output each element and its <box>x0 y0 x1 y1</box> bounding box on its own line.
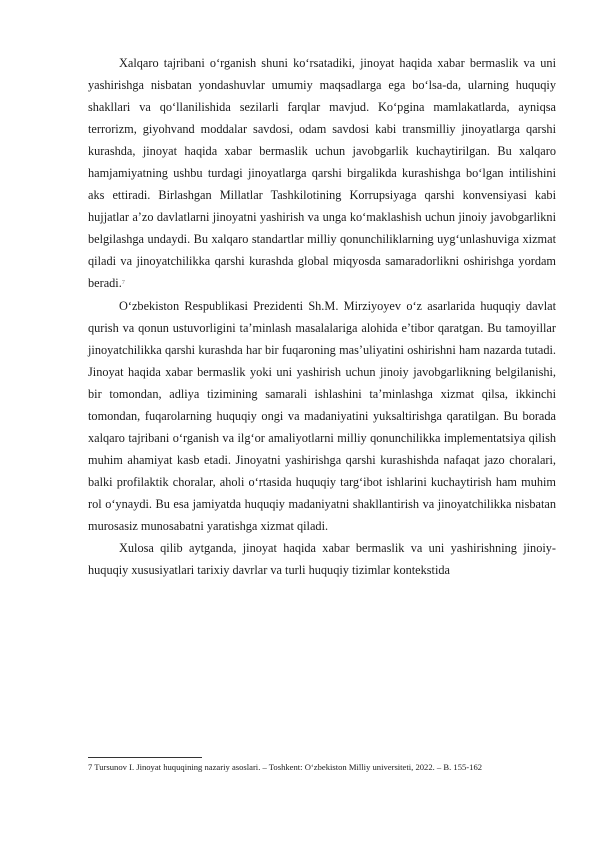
footnote-separator <box>88 757 202 758</box>
page-body <box>88 52 556 581</box>
footnote <box>88 760 556 775</box>
paragraph-3-text: Xulosa qilib aytganda, jinoyat haqida xabar bermaslik va uni yashirishning jinoiy-huquqiy xususiyatlari tarixiy davrlar va turli huquqiy tizimlar kontekstida <box>88 541 556 578</box>
footnote-text: 7 Tursunov I. Jinoyat huquqining nazariy asoslari. – Toshkent: O‘zbekiston Milliy universiteti, 2022. – B. 155-162 <box>88 762 483 772</box>
paragraph-1-text: Xalqaro tajribani o‘rganish shuni ko‘rsatadiki, jinoyat haqida xabar bermaslik va uni yashirishga nisbatan yondashuvlar umumiy maqsadlarga ega bo‘lsa-da, ularning huquqiy shakllari va qo‘llanilishida sezilarli farqlar mavjud. Ko‘pgina mamlakatlarda, ayniqsa terrorizm, giyohvand moddalar savdosi, odam savdosi kabi transmilliy jinoyatlarga qarshi kurashda, jinoyat haqida xabar bermaslik uchun javobgarlik kuchaytirilgan. Bu xalqaro hamjamiyatning ushbu turdagi jinoyatlarga qarshi birgalikda kurashishga bo‘lgan intilishini aks ettiradi. Birlashgan Millatlar Tashkilotining Korrupsiyaga qarshi konvensiyasi kabi hujjatlar a’zo davlatlarni jinoyatni yashirish va unga ko‘maklashish uchun jinoiy javobgarlikni belgilashga undaydi. Bu xalqaro standartlar milliy qonunchiliklarning uyg‘unlashuviga xizmat qiladi va jinoyatchilikka qarshi kurashda global miqyosda samaradorlikni oshirishga yordam beradi. <box>88 56 556 291</box>
footnote-reference[interactable]: 7 <box>121 280 125 287</box>
paragraph-1 <box>88 52 556 295</box>
paragraph-2-text: O‘zbekiston Respublikasi Prezidenti Sh.M. Mirziyoyev o‘z asarlarida huquqiy davlat qurish va qonun ustuvorligini ta’minlash masalalariga alohida e’tibor qaratgan. Bu tamoyillar jinoyatchilikka qarshi kurashda har bir fuqaroning mas’uliyatini oshirishni ham nazarda tutadi. Jinoyat haqida xabar bermaslik yoki uni yashirish uchun jinoiy javobgarlikning belgilanishi, bir tomondan, adliya tizimining samarali ishlashini ta’minlashga xizmat qilsa, ikkinchi tomondan, fuqarolarning huquqiy ongi va madaniyatini yuksaltirishga qaratilgan. Bu borada xalqaro tajribani o‘rganish va ilg‘or amaliyotlarni milliy qonunchilikka implementatsiya qilish muhim ahamiyat kasb etadi. Jinoyatni yashirishga qarshi kurashishda nafaqat jazo choralari, balki profilaktik choralar, aholi o‘rtasida huquqiy targ‘ibot ishlarini kuchaytirish ham muhim rol o‘ynaydi. Bu esa jamiyatda huquqiy madaniyatni shakllantirish va jinoyatchilikka nisbatan murosasiz munosabatni yaratishga xizmat qiladi. <box>88 298 556 533</box>
paragraph-3 <box>88 537 556 581</box>
paragraph-2 <box>88 295 556 538</box>
